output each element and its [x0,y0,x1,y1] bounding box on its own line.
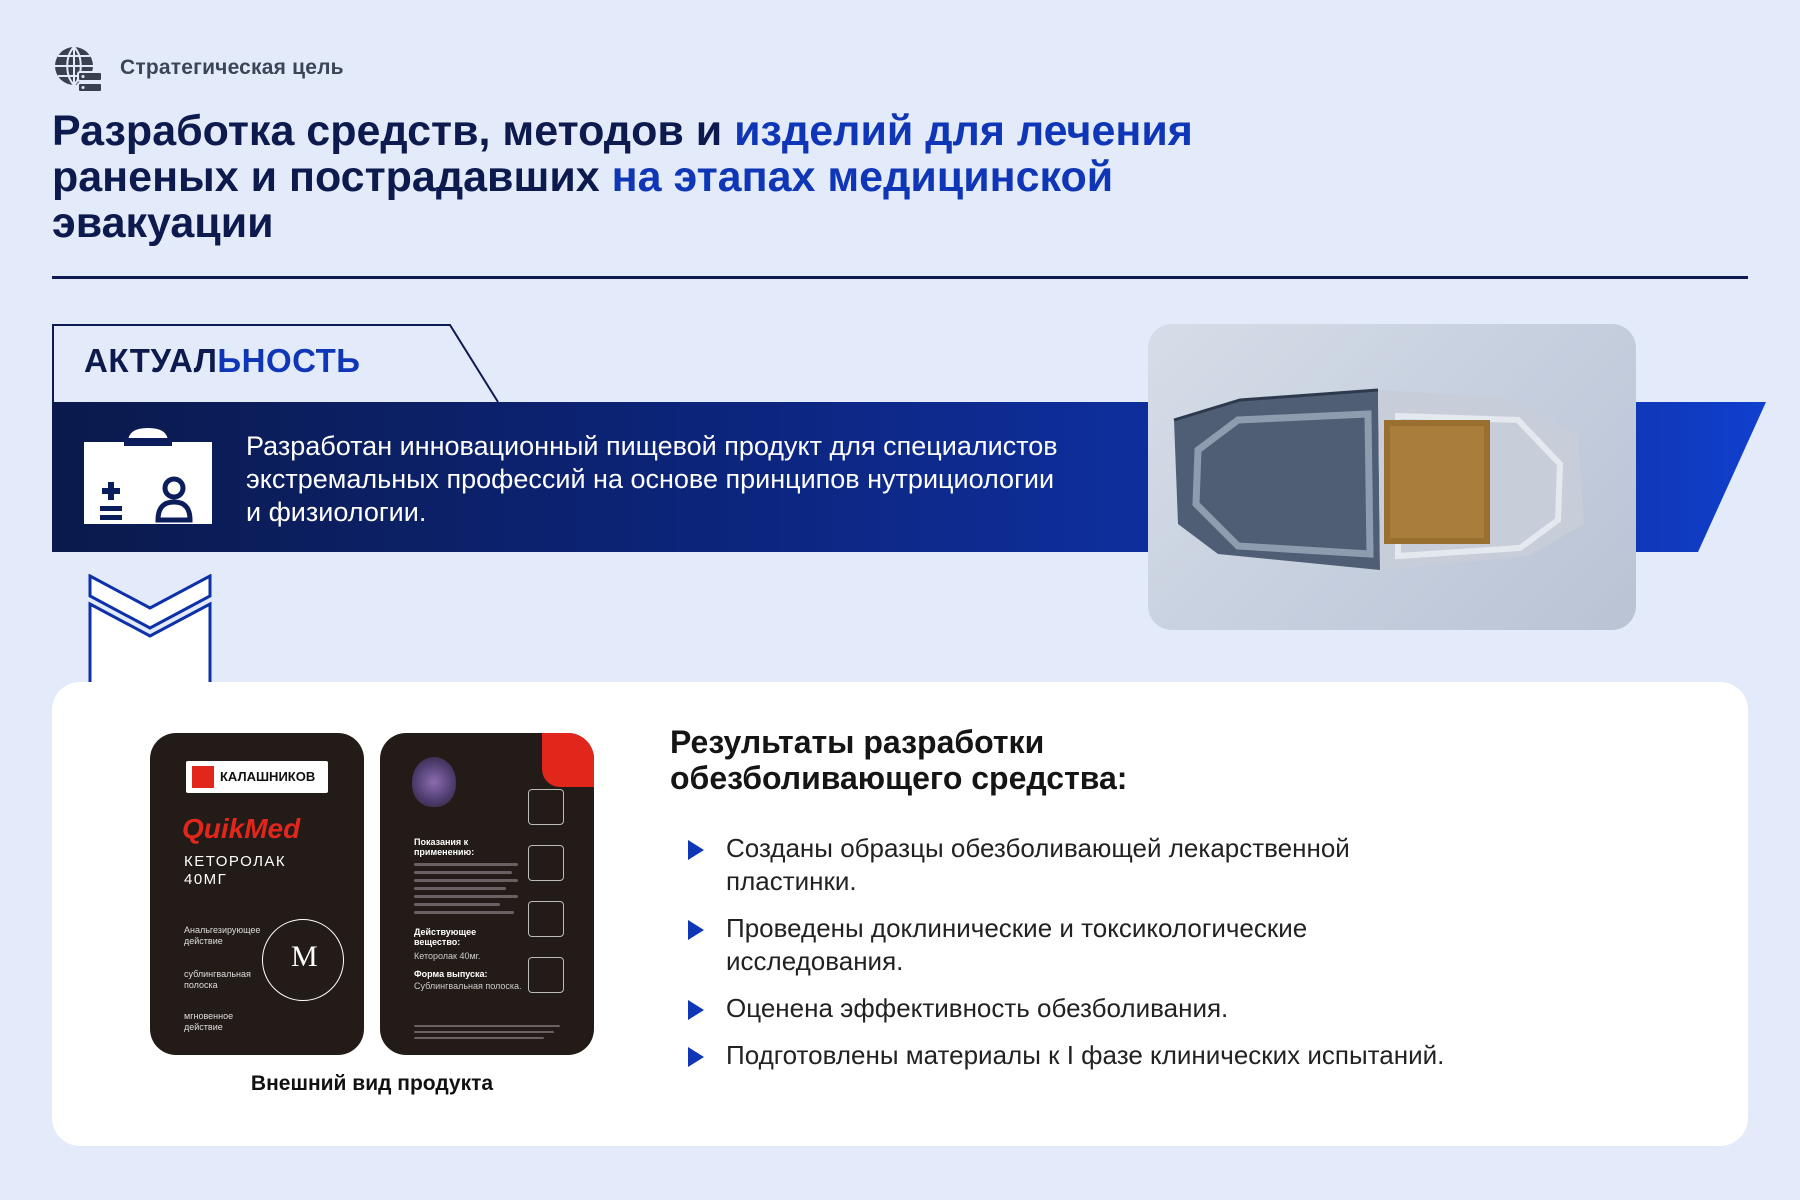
back-heading-substance: Действующее вещество: [414,927,477,947]
product-name: QuikMed [182,813,301,844]
medical-id-icon [84,424,214,528]
list-item: Созданы образцы обезболивающей лекарственной пластинки. [686,832,1466,898]
section-kicker: Стратегическая цель [120,56,344,79]
brand-logo: КАЛАШНИКОВ [186,761,328,793]
back-value-form: Сублингвальная полоска. [414,981,522,991]
bullet-arrow-icon [686,998,706,1022]
page-title: Разработка средств, методов и изделий для лечения раненых и пострадавших на этапах медицинской эвакуации [52,107,1193,247]
list-item: Подготовлены материалы к I фазе клинических испытаний. [686,1039,1466,1072]
list-item: Оценена эффективность обезболивания. [686,992,1466,1025]
back-value-substance: Кеторолак 40мг. [414,951,481,961]
ml-logo-letter: M [291,940,318,973]
bullet-arrow-icon [686,838,706,862]
relevance-label: АКТУАЛЬНОСТЬ [84,342,361,379]
globe-server-icon [52,44,104,96]
red-corner [542,733,594,787]
feature-2: сублингвальная полоска [184,969,251,990]
feature-1: Анальгезирующее действие [184,925,261,946]
drug-name: КЕТОРОЛАК 40МГ [184,853,287,888]
back-heading-form: Форма выпуска: [414,969,488,979]
header-divider [52,276,1748,279]
product-caption: Внешний вид продукта [250,1072,494,1095]
relevance-text: Разработан инновационный пищевой продукт для специалистов экстремальных профессий на основе принципов нутрициологии и физиологии. [246,431,1058,527]
product-pack-front [150,733,364,1055]
bullet-arrow-icon [686,918,706,942]
product-pack-back [380,733,594,1055]
bullet-arrow-icon [686,1045,706,1069]
results-list [686,832,1466,1086]
feature-3: мгновенное действие [184,1011,234,1032]
crest-emblem [412,757,456,807]
list-item: Проведены доклинические и токсикологические исследования. [686,912,1466,978]
results-title: Результаты разработки обезболивающего средства: [670,724,1128,796]
back-heading-indications: Показания к применению: [414,837,475,857]
product-photo [1148,324,1636,630]
